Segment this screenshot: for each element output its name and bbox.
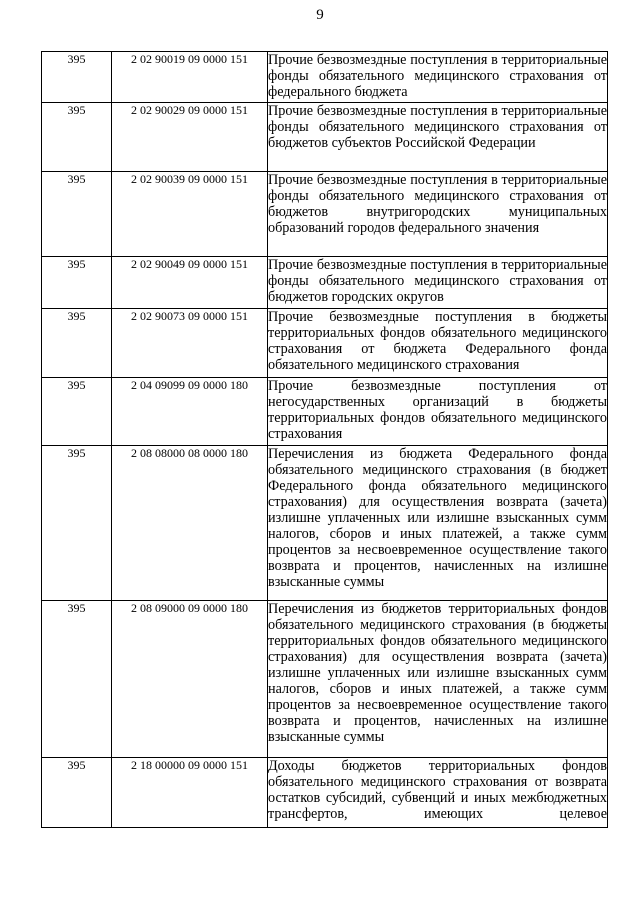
admin-code-cell: 395 <box>42 103 112 172</box>
admin-code-cell: 395 <box>42 601 112 758</box>
budget-code-cell: 2 18 00000 09 0000 151 <box>112 758 268 828</box>
admin-code-cell: 395 <box>42 257 112 309</box>
admin-code-cell: 395 <box>42 309 112 378</box>
budget-code-cell: 2 02 90049 09 0000 151 <box>112 257 268 309</box>
budget-code-cell: 2 02 90073 09 0000 151 <box>112 309 268 378</box>
budget-code-cell: 2 02 90039 09 0000 151 <box>112 172 268 257</box>
revenue-name-cell: Перечисления из бюджетов территориальных фондов обязательного медицинского страхования (в бюджеты территориальных фондов обязательного медицинского страхования) для осуществления возврата (зачета) излишне уплаченных или излишне взысканных сумм налогов, сборов и иных платежей, а также сумм процентов за несвоевременное осуществление такого возврата и процентов, начисленных на излишне взысканные суммы <box>268 601 608 758</box>
revenue-name-cell: Прочие безвозмездные поступления в территориальные фонды обязательного медицинского страхования от бюджетов субъектов Российской Федерации <box>268 103 608 172</box>
admin-code-cell: 395 <box>42 172 112 257</box>
revenue-name-cell: Перечисления из бюджета Федерального фонда обязательного медицинского страхования (в бюджет Федерального фонда обязательного медицинского страхования) для осуществления возврата (зачета) излишне уплаченных или излишне взысканных сумм налогов, сборов и иных платежей, а также сумм процентов за несвоевременное осуществление такого возврата и процентов, начисленных на излишне взысканные суммы <box>268 446 608 601</box>
budget-code-cell: 2 02 90019 09 0000 151 <box>112 52 268 103</box>
table-row <box>42 601 608 758</box>
table-row <box>42 309 608 378</box>
table-row <box>42 378 608 446</box>
revenue-name-cell: Прочие безвозмездные поступления в территориальные фонды обязательного медицинского страхования от бюджетов городских округов <box>268 257 608 309</box>
admin-code-cell: 395 <box>42 446 112 601</box>
table-row <box>42 52 608 103</box>
table-row <box>42 103 608 172</box>
revenue-name-cell: Прочие безвозмездные поступления в территориальные фонды обязательного медицинского страхования от бюджетов внутригородских муниципальных образований городов федерального значения <box>268 172 608 257</box>
budget-code-cell: 2 02 90029 09 0000 151 <box>112 103 268 172</box>
admin-code-cell: 395 <box>42 758 112 828</box>
admin-code-cell: 395 <box>42 52 112 103</box>
revenue-name-cell: Прочие безвозмездные поступления в бюджеты территориальных фондов обязательного медицинского страхования от бюджета Федерального фонда обязательного медицинского страхования <box>268 309 608 378</box>
admin-code-cell: 395 <box>42 378 112 446</box>
table-row <box>42 446 608 601</box>
table-row <box>42 257 608 309</box>
table-row <box>42 758 608 828</box>
revenue-name-cell: Доходы бюджетов территориальных фондов обязательного медицинского страхования от возврата остатков субсидий, субвенций и иных межбюджетных трансфертов, имеющих целевое <box>268 758 608 828</box>
budget-code-cell: 2 08 09000 09 0000 180 <box>112 601 268 758</box>
page-number: 9 <box>316 7 324 23</box>
table-row <box>42 172 608 257</box>
revenue-classification-table <box>41 51 608 828</box>
revenue-name-cell: Прочие безвозмездные поступления от негосударственных организаций в бюджеты территориальных фондов обязательного медицинского страхования <box>268 378 608 446</box>
revenue-name-cell: Прочие безвозмездные поступления в территориальные фонды обязательного медицинского страхования от федерального бюджета <box>268 52 608 103</box>
budget-code-cell: 2 04 09099 09 0000 180 <box>112 378 268 446</box>
budget-code-cell: 2 08 08000 08 0000 180 <box>112 446 268 601</box>
